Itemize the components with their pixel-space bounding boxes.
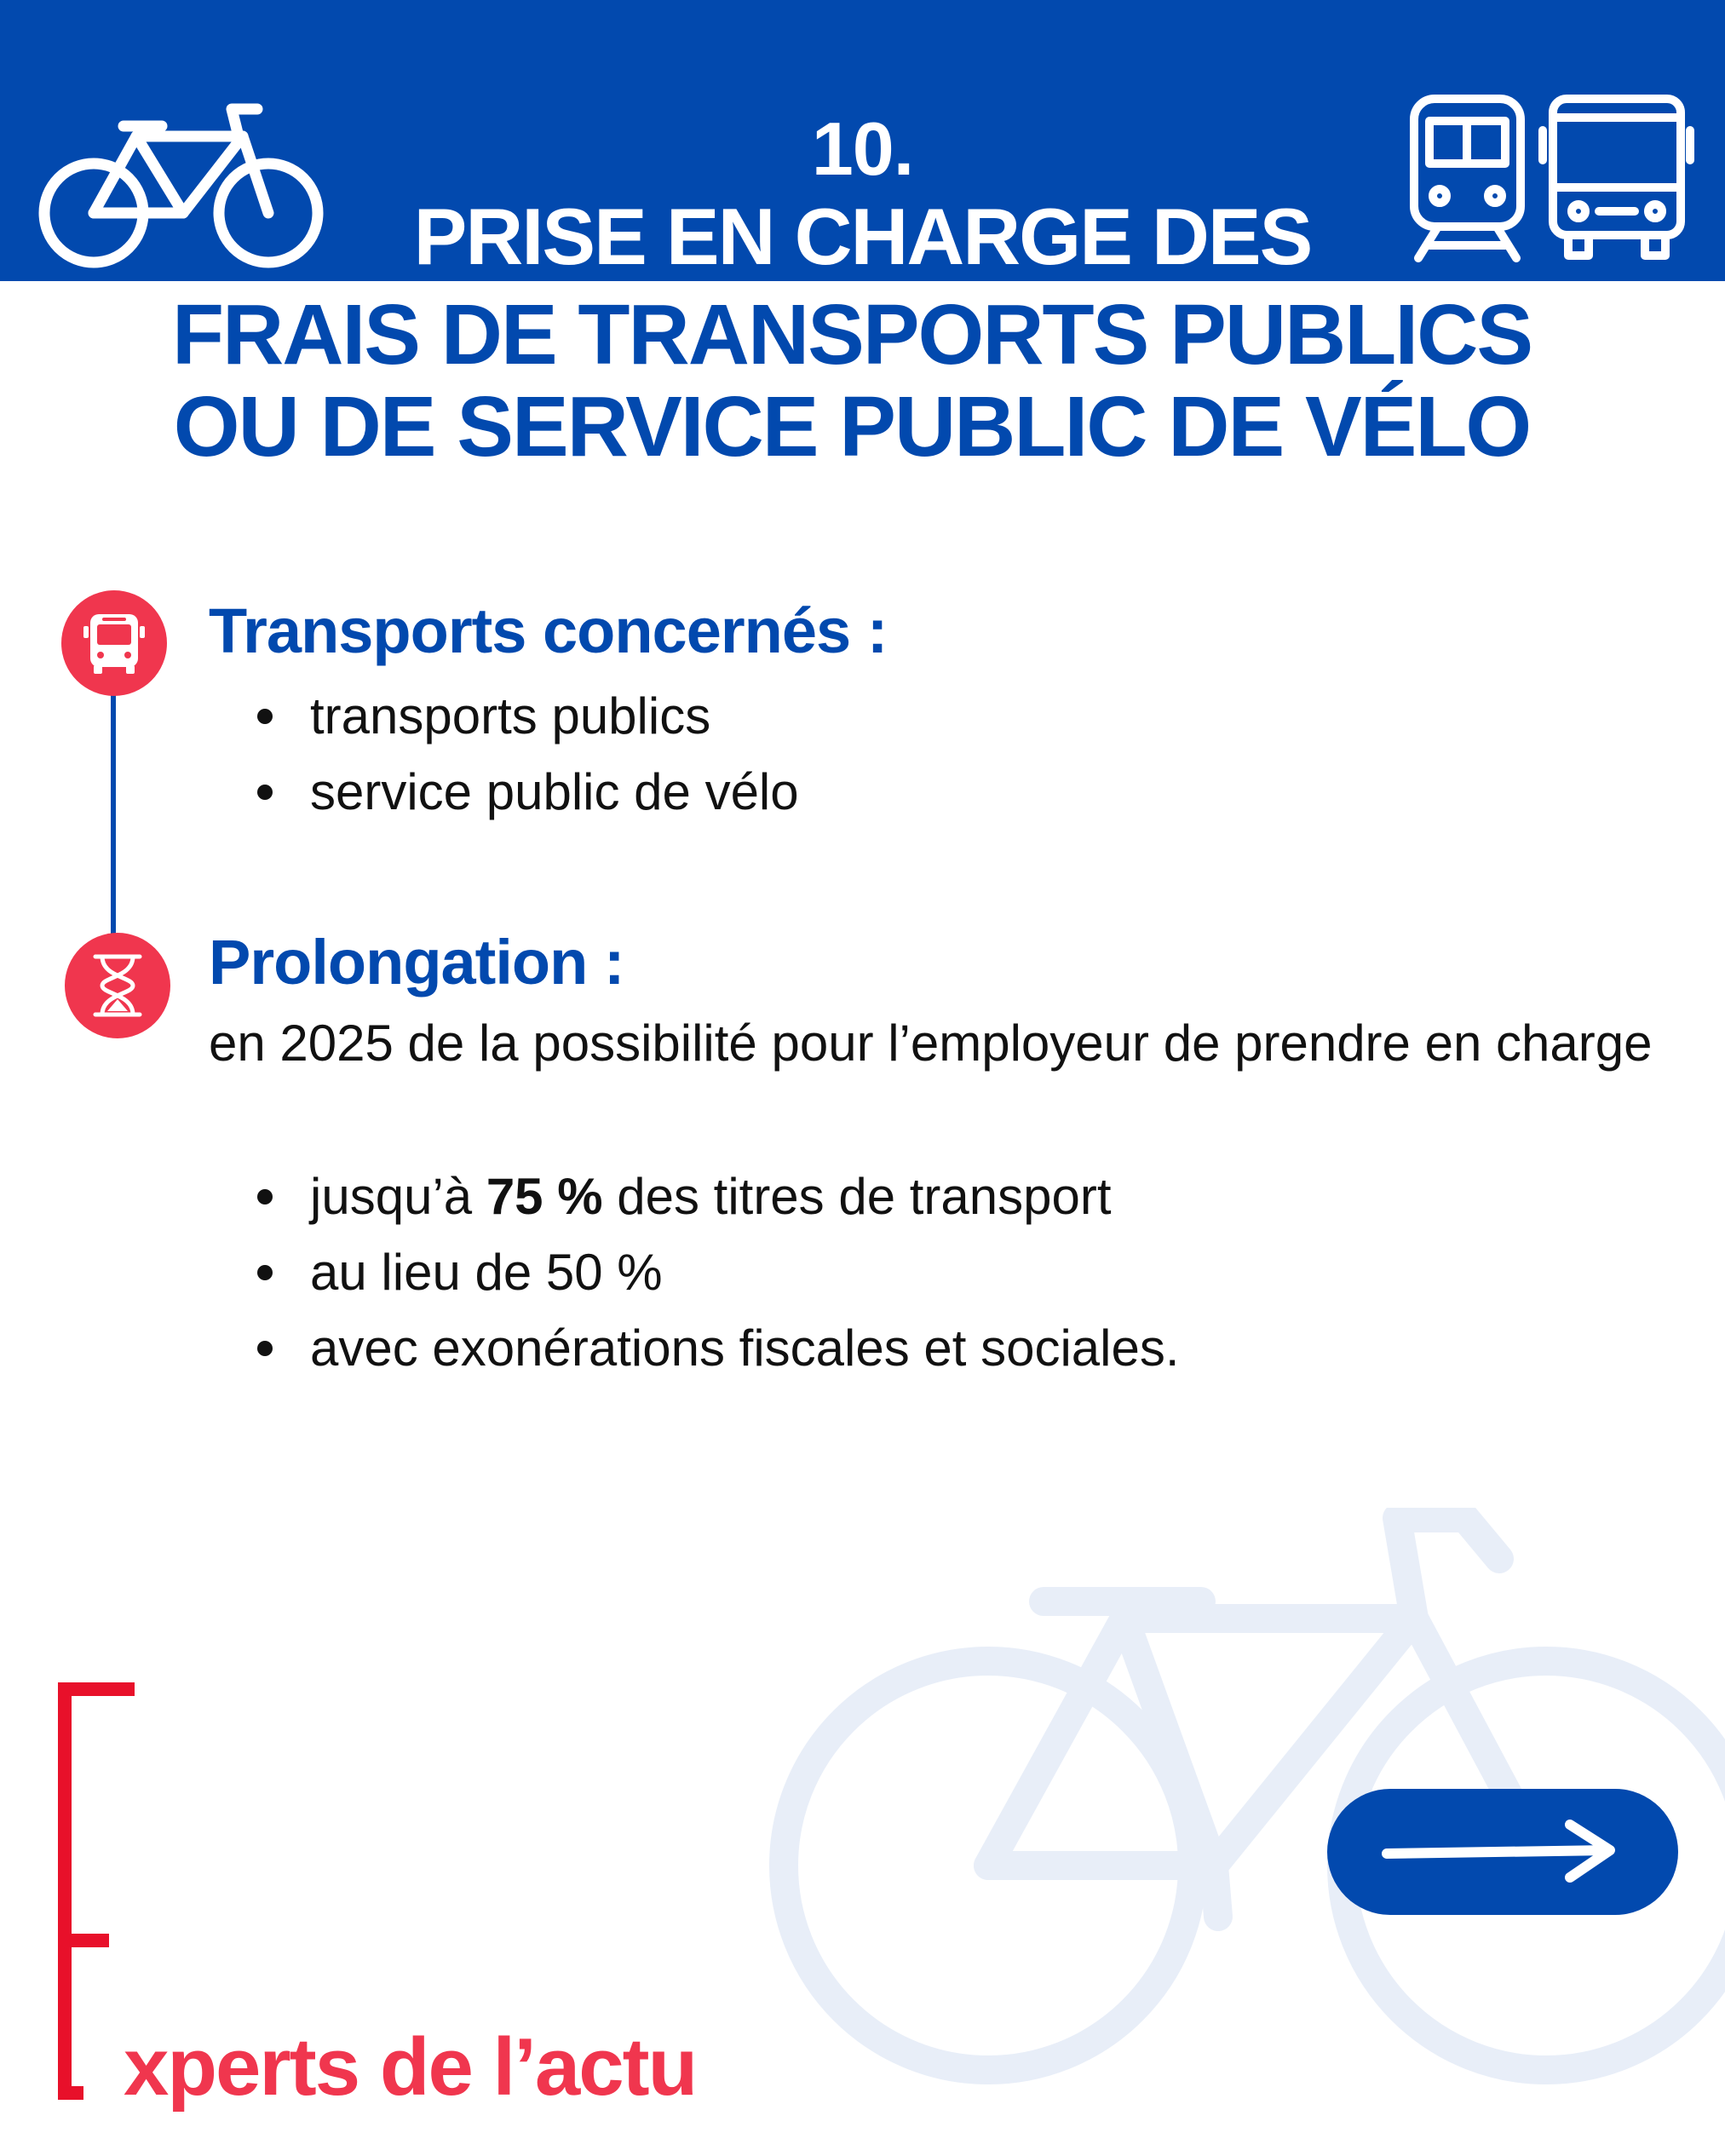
list-item	[257, 1158, 1180, 1234]
section-title-transports: Transports concernés :	[209, 595, 888, 666]
list-item: avec exonérations fiscales et sociales.	[257, 1310, 1180, 1386]
brand-name: xperts de l’actu	[124, 2021, 697, 2113]
prolongation-text: en 2025 de la possibilité pour l’employeur de prendre en charge	[209, 1015, 1653, 1072]
highlight-percentage: 75 %	[486, 1168, 603, 1225]
page-title-line-1: PRISE EN CHARGE DES	[413, 192, 1312, 281]
page-title-line-2: FRAIS DE TRANSPORTS PUBLICS	[171, 287, 1532, 382]
timeline-connector	[111, 686, 116, 937]
list-item: service public de vélo	[257, 754, 799, 830]
hourglass-icon	[65, 933, 170, 1038]
item-suffix: des titres de transport	[602, 1168, 1112, 1225]
list-item: transports publics	[257, 678, 799, 754]
page-title-line-3: OU DE SERVICE PUBLIC DE VÉLO	[173, 379, 1531, 474]
transports-list	[257, 678, 799, 830]
list-item: au lieu de 50 %	[257, 1234, 1180, 1310]
page-number: 10.	[811, 106, 914, 191]
bus-front-icon	[61, 590, 167, 696]
prolongation-list	[257, 1158, 1180, 1386]
section-title-prolongation: Prolongation :	[209, 927, 624, 998]
arrow-right-icon	[1378, 1818, 1625, 1886]
next-button[interactable]	[1327, 1789, 1678, 1915]
item-prefix: jusqu’à	[310, 1168, 486, 1225]
